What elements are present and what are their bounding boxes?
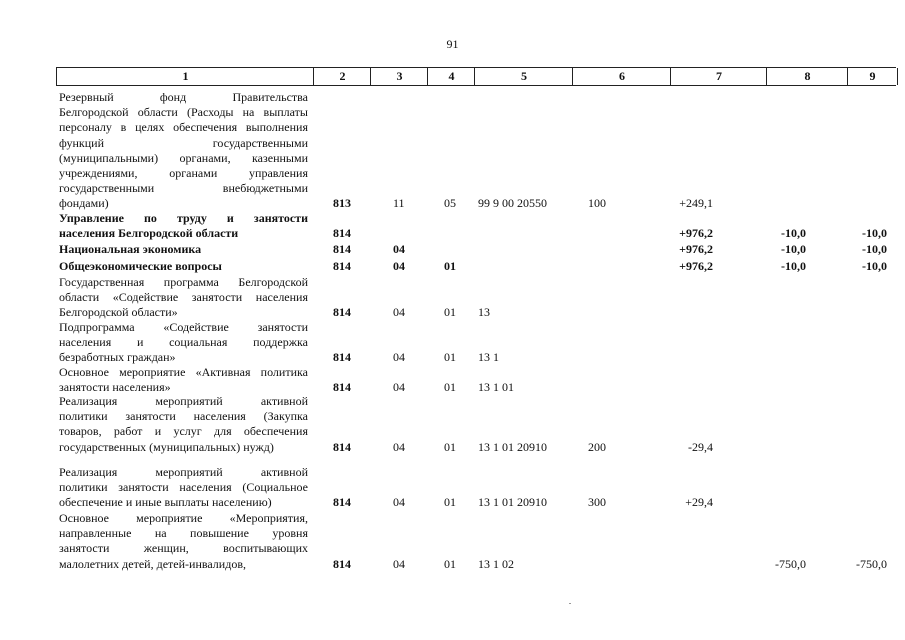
description-line: Национальная экономика xyxy=(59,242,202,256)
header-col-3: 3 xyxy=(370,68,428,85)
cell-c3: 04 xyxy=(393,380,405,395)
cell-c9: -10,0 xyxy=(862,226,887,241)
cell-c3: 04 xyxy=(393,305,405,320)
cell-c6: 300 xyxy=(588,495,606,510)
description-line: населения Белгородской области xyxy=(59,226,239,241)
header-col-9: 9 xyxy=(847,68,898,85)
page-number: 91 xyxy=(446,37,459,51)
description-line: Белгородской области (Расходы на выплаты xyxy=(59,105,308,120)
description-line: занятости населения» xyxy=(59,380,171,395)
description-line: обеспечение и иные выплаты населению) xyxy=(59,495,272,510)
cell-c3: 04 xyxy=(393,556,405,571)
description-line: занятости женщин, воспитывающих xyxy=(59,541,308,556)
description-line: Общеэкономические вопросы xyxy=(59,259,222,273)
cell-c8: -10,0 xyxy=(781,226,806,241)
description-line: политики занятости населения (Закупка xyxy=(59,409,308,424)
cell-c4: 01 xyxy=(444,305,456,320)
description-line: Белгородской области» xyxy=(59,305,178,320)
cell-c7: +976,2 xyxy=(679,259,713,273)
row-description xyxy=(59,242,308,257)
description-line: Основное мероприятие «Активная политика xyxy=(59,365,308,379)
cell-c2: 814 xyxy=(333,226,351,241)
description-line: персоналу в целях обеспечения выполнения xyxy=(59,120,308,135)
cell-c2: 814 xyxy=(333,305,351,320)
cell-c2: 814 xyxy=(333,350,351,365)
row-description xyxy=(59,511,308,572)
cell-c8: -10,0 xyxy=(781,259,806,273)
description-line: Резервный фонд Правительства xyxy=(59,90,308,104)
row-description xyxy=(59,320,308,366)
cell-c4: 01 xyxy=(444,495,456,510)
cell-c7: +29,4 xyxy=(685,495,713,510)
cell-c9: -10,0 xyxy=(862,259,887,273)
cell-c3: 04 xyxy=(393,242,405,256)
cell-c3: 11 xyxy=(393,196,405,211)
cell-c3: 04 xyxy=(393,259,405,273)
header-col-5: 5 xyxy=(474,68,573,85)
cell-c4: 01 xyxy=(444,439,456,454)
cell-c8: -750,0 xyxy=(775,556,806,571)
description-line: Подпрограмма «Содействие занятости xyxy=(59,320,308,334)
cell-c5: 99 9 00 20550 xyxy=(478,196,547,211)
row-description xyxy=(59,394,308,455)
cell-c5: 13 1 01 20910 xyxy=(478,495,547,510)
cell-c9: -750,0 xyxy=(856,556,887,571)
description-line: учреждениями, органами управления xyxy=(59,166,308,181)
description-line: Реализация мероприятий активной xyxy=(59,465,308,479)
description-line: населения и социальная поддержка xyxy=(59,335,308,350)
cell-c4: 01 xyxy=(444,556,456,571)
description-line: Государственная программа Белгородской xyxy=(59,275,308,289)
description-line: фондами) xyxy=(59,196,109,211)
description-line: функций государственными xyxy=(59,135,308,150)
description-line: политики занятости населения (Социальное xyxy=(59,480,308,495)
row-description xyxy=(59,275,308,321)
description-line: Реализация мероприятий активной xyxy=(59,394,308,408)
cell-c4: 05 xyxy=(444,196,456,211)
cell-c3: 04 xyxy=(393,350,405,365)
cell-c2: 814 xyxy=(333,439,351,454)
cell-c2: 814 xyxy=(333,259,351,273)
cell-c5: 13 1 xyxy=(478,350,499,365)
description-line: безработных граждан» xyxy=(59,350,176,365)
cell-c4: 01 xyxy=(444,380,456,395)
cell-c5: 13 1 01 xyxy=(478,380,514,395)
header-col-8: 8 xyxy=(766,68,848,85)
cell-c4: 01 xyxy=(444,259,456,273)
row-description xyxy=(59,465,308,511)
description-line: (муниципальными) органами, казенными xyxy=(59,150,308,165)
cell-c7: +249,1 xyxy=(679,196,713,211)
cell-c7: -29,4 xyxy=(688,439,713,454)
description-line: государственными внебюджетными xyxy=(59,181,308,196)
header-col-6: 6 xyxy=(572,68,671,85)
cell-c6: 100 xyxy=(588,196,606,211)
scan-speck xyxy=(569,603,571,604)
cell-c2: 814 xyxy=(333,556,351,571)
cell-c7: +976,2 xyxy=(679,226,713,241)
header-col-7: 7 xyxy=(670,68,767,85)
cell-c5: 13 xyxy=(478,305,490,320)
row-description xyxy=(59,211,308,241)
description-line: направленные на повышение уровня xyxy=(59,526,308,541)
cell-c6: 200 xyxy=(588,439,606,454)
row-description xyxy=(59,259,308,274)
cell-c2: 814 xyxy=(333,380,351,395)
description-line: малолетних детей, детей-инвалидов, xyxy=(59,556,246,571)
cell-c3: 04 xyxy=(393,439,405,454)
cell-c4: 01 xyxy=(444,350,456,365)
header-col-4: 4 xyxy=(427,68,475,85)
cell-c2: 814 xyxy=(333,242,351,256)
cell-c7: +976,2 xyxy=(679,242,713,256)
row-description xyxy=(59,90,308,212)
cell-c9: -10,0 xyxy=(862,242,887,256)
row-description xyxy=(59,365,308,395)
description-line: Управление по труду и занятости xyxy=(59,211,308,225)
description-line: государственных (муниципальных) нужд) xyxy=(59,439,274,454)
description-line: Основное мероприятие «Мероприятия, xyxy=(59,511,308,525)
description-line: области «Содействие занятости населения xyxy=(59,290,308,305)
cell-c2: 813 xyxy=(333,196,351,211)
header-col-2: 2 xyxy=(313,68,371,85)
cell-c2: 814 xyxy=(333,495,351,510)
cell-c5: 13 1 01 20910 xyxy=(478,439,547,454)
cell-c3: 04 xyxy=(393,495,405,510)
cell-c5: 13 1 02 xyxy=(478,556,514,571)
cell-c8: -10,0 xyxy=(781,242,806,256)
table-header xyxy=(56,67,896,86)
header-col-1: 1 xyxy=(56,68,314,85)
description-line: товаров, работ и услуг для обеспечения xyxy=(59,424,308,439)
